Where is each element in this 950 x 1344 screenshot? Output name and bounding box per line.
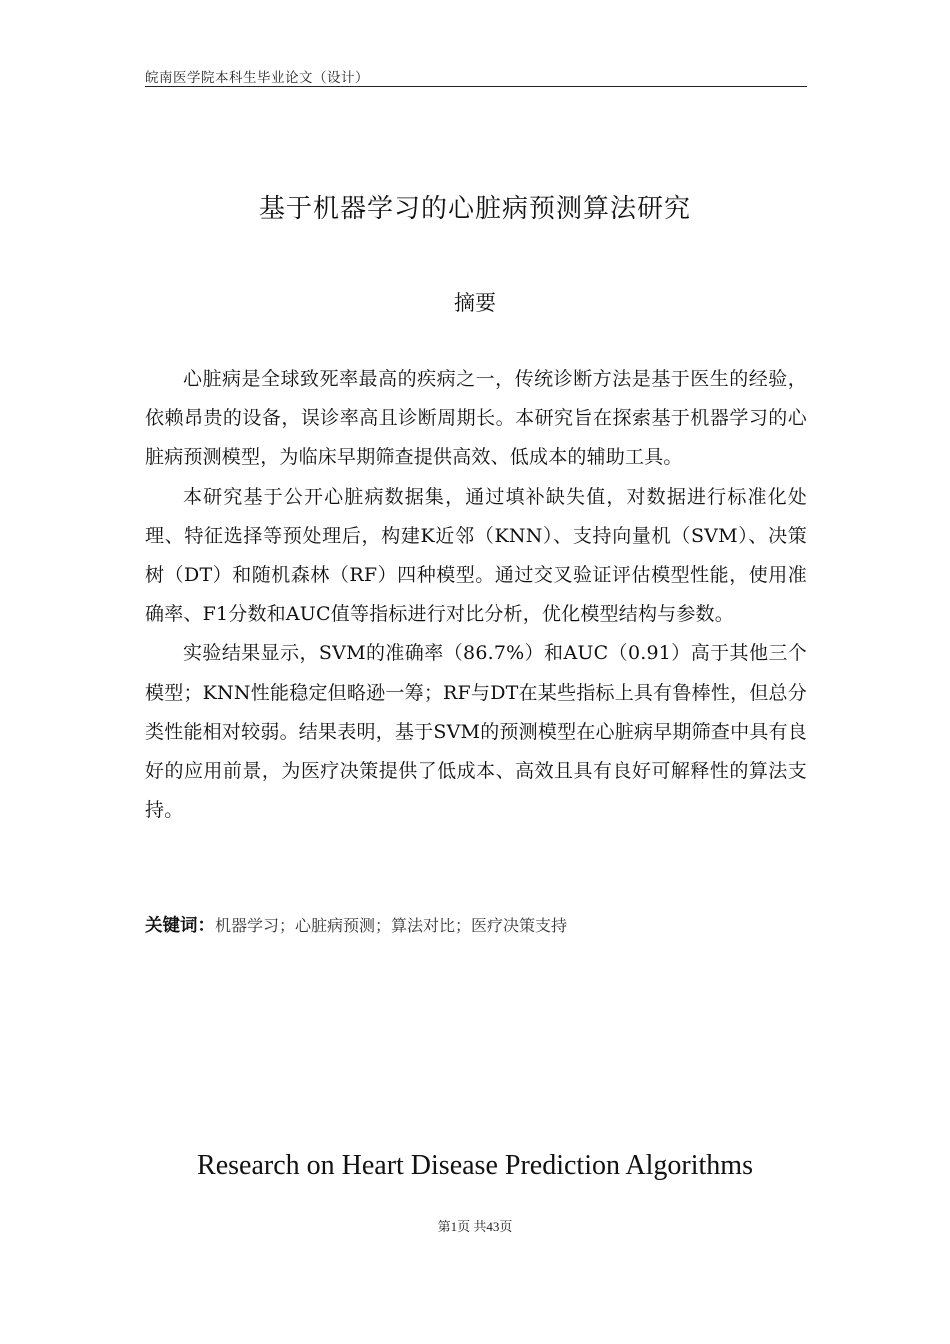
abstract-paragraph-3: 实验结果显示，SVM的准确率（86.7%）和AUC（0.91）高于其他三个模型；KNN性能稳定但略逊一筹；RF与DT在某些指标上具有鲁棒性，但总分类性能相对较弱。结果表明，基于SVM的预测模型在心脏病早期筛查中具有良好的应用前景，为医疗决策提供了低成本、高效且具有良好可解释性的算法支持。: [145, 642, 807, 822]
english-title: Research on Heart Disease Prediction Algorithms: [197, 1150, 753, 1181]
abstract-paragraph-2: 本研究基于公开心脏病数据集，通过填补缺失值，对数据进行标准化处理、特征选择等预处理后，构建K近邻（KNN）、支持向量机（SVM）、决策树（DT）和随机森林（RF）四种模型。通过交叉验证评估模型性能，使用准确率、F1分数和AUC值等指标进行对比分析，优化模型结构与参数。: [145, 485, 807, 626]
abstract-paragraph-1: 心脏病是全球致死率最高的疾病之一，传统诊断方法是基于医生的经验，依赖昂贵的设备，误诊率高且诊断周期长。本研究旨在探索基于机器学习的心脏病预测模型，为临床早期筛查提供高效、低成本的辅助工具。: [145, 368, 807, 469]
keywords-values: 机器学习；心脏病预测；算法对比；医疗决策支持: [215, 916, 568, 935]
abstract-heading: 摘要: [454, 291, 496, 315]
keywords-line: [145, 912, 807, 937]
keywords-label: 关键词：: [145, 916, 215, 936]
thesis-title: 基于机器学习的心脏病预测算法研究: [258, 194, 691, 224]
page-header: [145, 66, 807, 87]
header-text: 皖南医学院本科生毕业论文（设计）: [145, 70, 369, 86]
page-footer: 第1页 共43页: [437, 1219, 513, 1234]
abstract-body: [145, 360, 807, 830]
